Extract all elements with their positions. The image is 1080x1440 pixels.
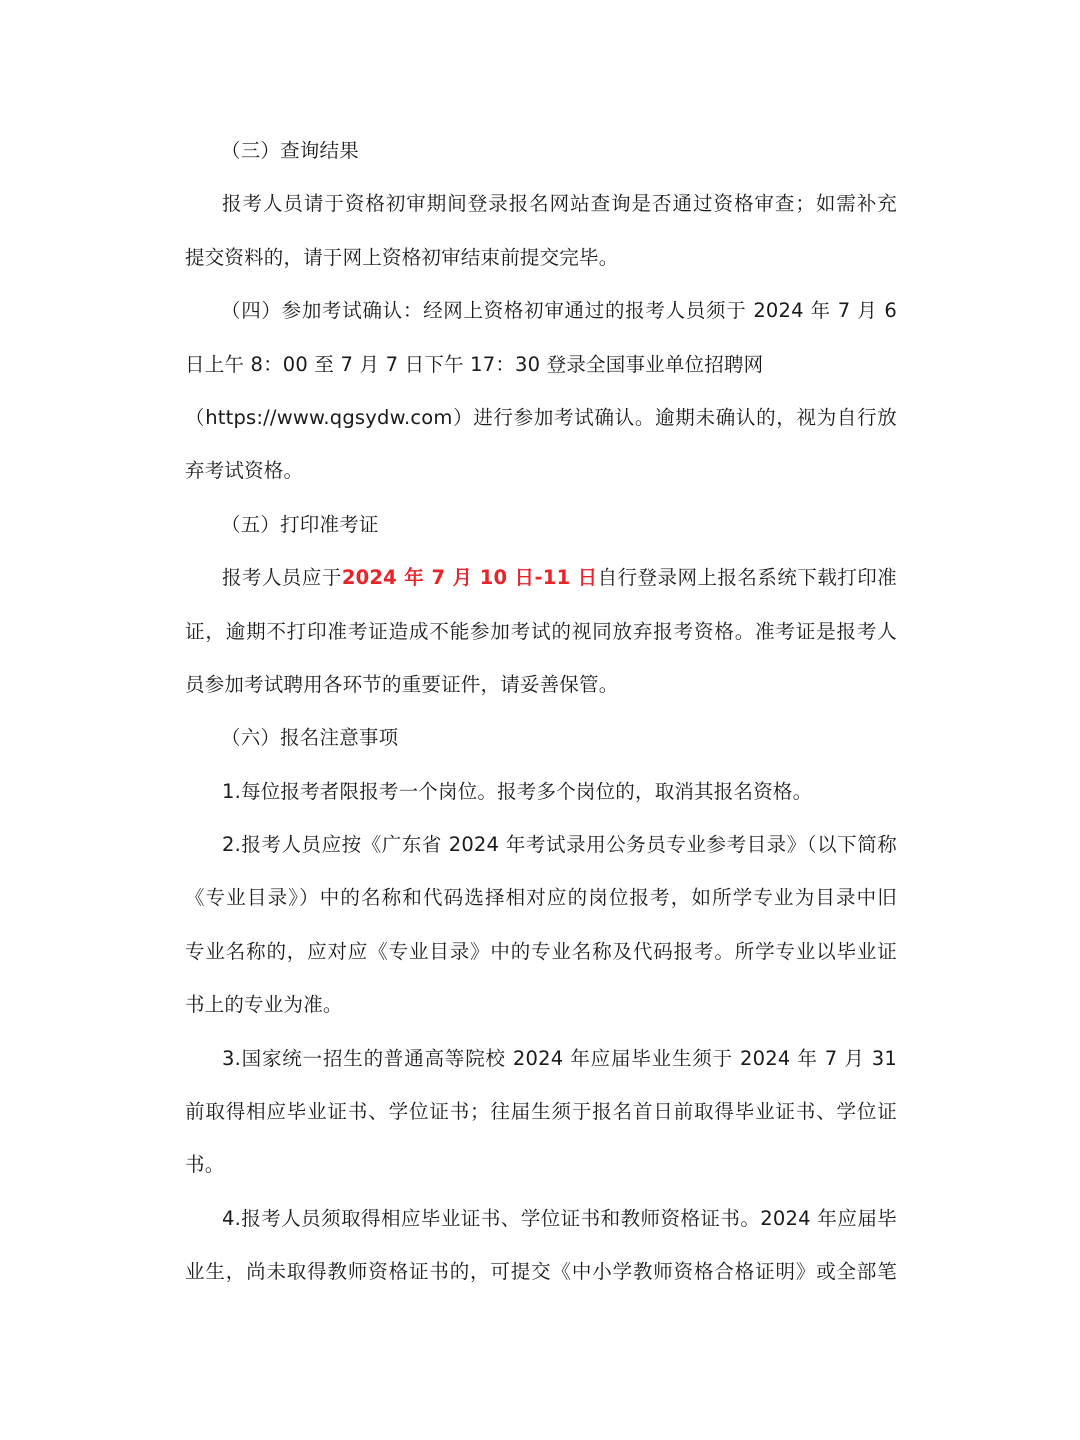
- section6-item3-line3: 书。: [185, 1153, 225, 1177]
- section4-line1: （四）参加考试确认：经网上资格初审通过的报考人员须于 2024 年 7 月 6: [221, 299, 897, 323]
- section3-para-line1: 报考人员请于资格初审期间登录报名网站查询是否通过资格审查；如需补充: [222, 192, 897, 216]
- section5-line3: 员参加考试聘用各环节的重要证件，请妥善保管。: [185, 672, 619, 696]
- section5-line2: 证，逾期不打印准考证造成不能参加考试的视同放弃报考资格。准考证是报考人: [185, 619, 897, 643]
- section6-item2-line2: 《专业目录》）中的名称和代码选择相对应的岗位报考，如所学专业为目录中旧: [185, 886, 897, 910]
- section6-item2-line4: 书上的专业为准。: [185, 993, 343, 1017]
- section6-item4-line2: 业生，尚未取得教师资格证书的，可提交《中小学教师资格合格证明》或全部笔: [185, 1260, 897, 1284]
- section6-item1: 1.每位报考者限报考一个岗位。报考多个岗位的，取消其报名资格。: [222, 779, 813, 803]
- section4-line2: 日上午 8：00 至 7 月 7 日下午 17：30 登录全国事业单位招聘网: [185, 352, 764, 376]
- section5-heading: （五）打印准考证: [221, 512, 379, 536]
- section6-item3-line1: 3.国家统一招生的普通高等院校 2024 年应届毕业生须于 2024 年 7 月 31: [222, 1046, 897, 1070]
- section6-item2-line3: 专业名称的，应对应《专业目录》中的专业名称及代码报考。所学专业以毕业证: [185, 939, 897, 963]
- section6-item4-line1: 4.报考人员须取得相应毕业证书、学位证书和教师资格证书。2024 年应届毕: [222, 1206, 897, 1230]
- section4-line3: （https://www.qgsydw.com）进行参加考试确认。逾期未确认的，视为自行放: [185, 405, 897, 429]
- section5-line1: [185, 551, 897, 604]
- section5-line1-prefix: 报考人员应于: [222, 566, 342, 590]
- section5-line1-suffix: 自行登录网上报名系统下载打印准: [597, 566, 897, 590]
- section6-item3-line2: 前取得相应毕业证书、学位证书；往届生须于报名首日前取得毕业证书、学位证: [185, 1100, 897, 1124]
- section3-para-line2: 提交资料的，请于网上资格初审结束前提交完毕。: [185, 245, 619, 269]
- document-body: [185, 124, 897, 1299]
- section4-line4: 弃考试资格。: [185, 459, 304, 483]
- section6-heading: （六）报名注意事项: [221, 726, 399, 750]
- exam-date-highlight: 2024 年 7 月 10 日-11 日: [341, 566, 598, 590]
- section6-item2-line1: 2.报考人员应按《广东省 2024 年考试录用公务员专业参考目录》（以下简称: [222, 833, 897, 857]
- section3-heading: （三）查询结果: [221, 139, 359, 162]
